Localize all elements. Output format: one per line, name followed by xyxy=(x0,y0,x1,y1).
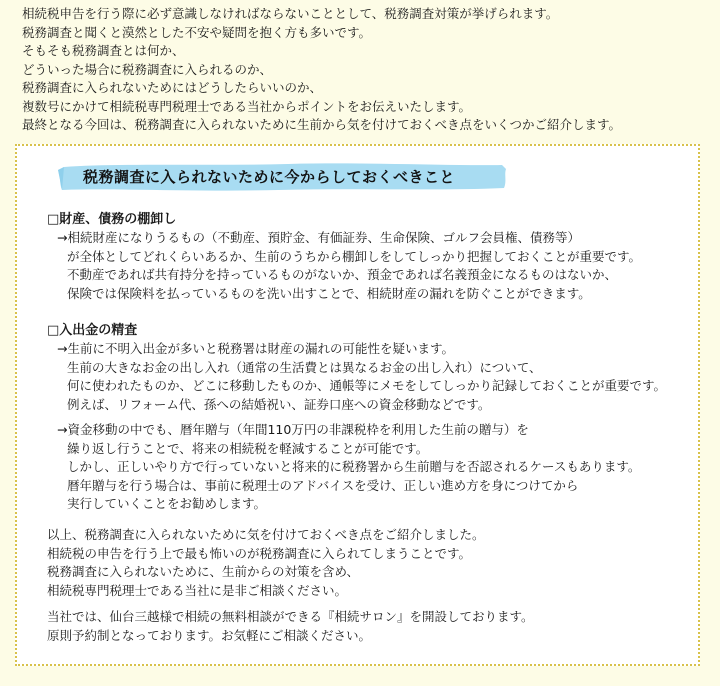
section-line: →資金移動の中でも、暦年贈与（年間110万円の非課税枠を利用した生前の贈与）を xyxy=(57,422,529,437)
section-line: が全体としてどれくらいあるか、生前のうちから棚卸しをしてしっかり把握しておくことが重要です。 xyxy=(67,248,642,264)
intro-line: 税務調査に入られないためにはどうしたらいいのか、 xyxy=(22,80,323,95)
intro-text xyxy=(22,5,712,135)
intro-line: どういった場合に税務調査に入られるのか、 xyxy=(22,61,273,77)
section-line: 繰り返し行うことで、将来の相続税を軽減することが可能です。 xyxy=(67,440,429,456)
section-banner xyxy=(58,161,508,193)
section-line: 暦年贈与を行う場合は、事前に税理士のアドバイスを受け、正しい進め方を身につけてから xyxy=(67,477,579,493)
section-line: 生前の大きなお金の出し入れ（通常の生活費とは異なるお金の出し入れ）について、 xyxy=(67,359,542,375)
section-line: 何に使われたものか、どこに移動したものか、通帳等にメモをしてしっかり記録しておくことが重要です。 xyxy=(67,378,667,393)
section-line: 保険では保険料を払っているものを洗い出すことで、相続財産の漏れを防ぐことができます。 xyxy=(67,285,591,301)
closing-salon xyxy=(47,608,534,645)
section-inventory xyxy=(47,210,641,303)
section-title: □入出金の精査 xyxy=(47,323,138,338)
intro-line: 複数号にかけて相続税専門税理士である当社からポイントをお伝えいたします。 xyxy=(22,98,472,114)
section-line: しかし、正しいやり方で行っていないと将来的に税務署から生前贈与を否認されるケースもあります。 xyxy=(67,459,641,474)
content-box xyxy=(15,144,700,666)
closing-line: 相続税専門税理士である当社に是非ご相談ください。 xyxy=(47,582,348,598)
section-line: 例えば、リフォーム代、孫への結婚祝い、証券口座への資金移動などです。 xyxy=(67,396,491,412)
intro-line: 相続税申告を行う際に必ず意識しなければならないこととして、税務調査対策が挙げられます。 xyxy=(22,6,559,21)
section-line: →生前に不明入出金が多いと税務署は財産の漏れの可能性を疑います。 xyxy=(57,341,454,356)
banner-title: 税務調査に入られないために今からしておくべきこと xyxy=(83,168,456,186)
section-line: 実行していくことをお勧めします。 xyxy=(67,496,267,511)
closing-line: 当社では、仙台三越様で相続の無料相談ができる『相続サロン』を開設しております。 xyxy=(47,609,534,624)
intro-line: 税務調査と聞くと漠然とした不安や疑問を抱く方も多いです。 xyxy=(22,24,372,40)
intro-line: そもそも税務調査とは何か、 xyxy=(22,43,185,58)
closing-line: 以上、税務調査に入られないために気を付けておくべき点をご紹介しました。 xyxy=(47,527,485,542)
closing-line: 相続税の申告を行う上で最も怖いのが税務調査に入られてしまうことです。 xyxy=(47,545,472,561)
section-cashflow xyxy=(47,321,666,514)
section-line: 不動産であれば共有持分を持っているものがないか、預金であれば名義預金になるものはないか、 xyxy=(67,267,618,282)
intro-line: 最終となる今回は、税務調査に入られないために生前から気を付けておくべき点をいくつかご紹介します。 xyxy=(22,117,622,132)
closing-line: 税務調査に入られないために、生前からの対策を含め、 xyxy=(47,564,360,579)
closing-summary xyxy=(47,526,485,600)
section-line: →相続財産になりうるもの（不動産、預貯金、有価証券、生命保険、ゴルフ会員権、債務等） xyxy=(57,230,580,245)
section-title: □財産、債務の棚卸し xyxy=(47,212,177,227)
closing-line: 原則予約制となっております。お気軽にご相談ください。 xyxy=(47,627,372,643)
